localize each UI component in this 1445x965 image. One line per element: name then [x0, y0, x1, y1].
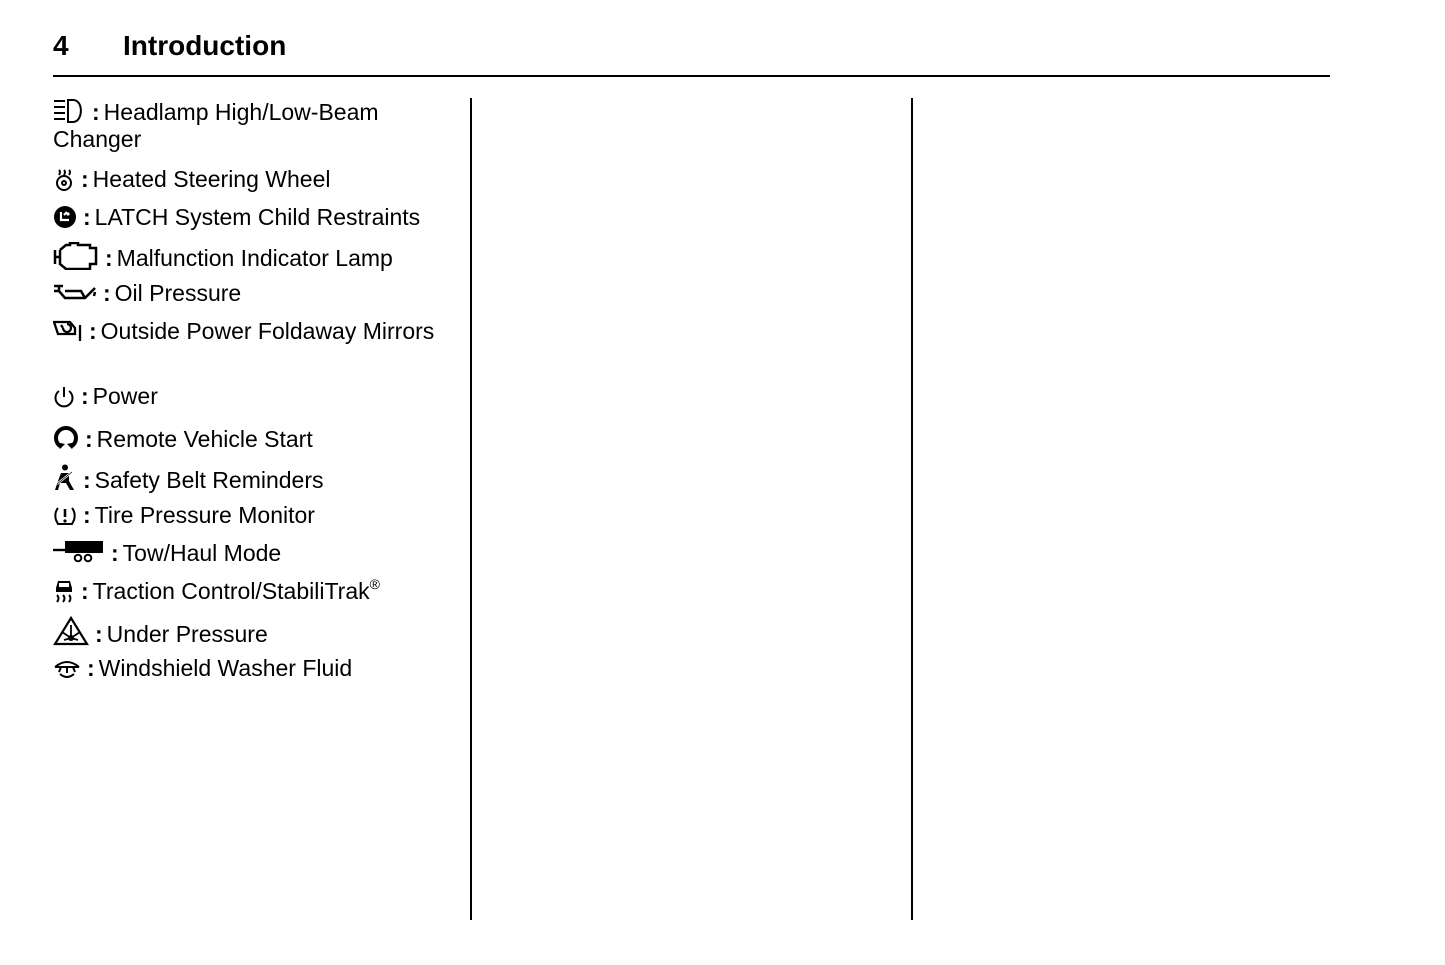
latch-child-seat-icon — [53, 205, 77, 229]
symbol-label: Outside Power Foldaway Mirrors — [100, 318, 435, 344]
symbol-item-latch: : LATCH System Child Restraints — [53, 204, 453, 231]
headlamp-beam-icon — [53, 98, 86, 124]
symbol-item-remote-start: : Remote Vehicle Start — [53, 425, 453, 453]
symbol-item-washer-fluid: : Windshield Washer Fluid — [53, 655, 453, 682]
seat-belt-icon — [53, 464, 77, 492]
engine-icon — [53, 242, 99, 270]
symbol-label: Malfunction Indicator Lamp — [116, 245, 393, 271]
symbol-item-under-pressure: : Under Pressure — [53, 616, 453, 648]
oil-can-icon — [53, 283, 97, 305]
symbol-item-seat-belt: : Safety Belt Reminders — [53, 464, 453, 494]
heated-steering-wheel-icon — [53, 169, 75, 191]
symbol-item-heated-steering: : Heated Steering Wheel — [53, 166, 453, 193]
symbol-label: Power — [92, 383, 158, 409]
column-divider-right — [911, 98, 913, 920]
column-divider-left — [470, 98, 472, 920]
remote-start-icon — [53, 425, 79, 451]
foldaway-mirror-icon — [53, 319, 83, 343]
symbol-item-traction-control: : Traction Control/StabiliTrak® — [53, 578, 453, 605]
symbol-item-foldaway-mirrors: : Outside Power Foldaway Mirrors — [53, 318, 453, 345]
symbol-label: Tire Pressure Monitor — [94, 502, 315, 528]
symbol-label: Heated Steering Wheel — [92, 166, 331, 192]
symbol-item-malfunction: : Malfunction Indicator Lamp — [53, 242, 453, 272]
symbol-label: LATCH System Child Restraints — [94, 204, 421, 230]
symbol-item-tow-haul: : Tow/Haul Mode — [53, 540, 453, 567]
page-title: Introduction — [123, 30, 287, 61]
power-icon — [53, 386, 75, 408]
traction-control-icon — [53, 579, 75, 603]
washer-fluid-icon — [53, 658, 81, 680]
symbol-item-tire-pressure: : Tire Pressure Monitor — [53, 502, 453, 529]
symbol-item-headlamp: : Headlamp High/Low-Beam Changer — [53, 99, 379, 152]
symbol-item-power: : Power — [53, 383, 453, 410]
tow-haul-icon — [53, 541, 105, 565]
symbol-label: Under Pressure — [106, 621, 268, 647]
tire-pressure-icon — [53, 505, 77, 527]
symbol-label: Headlamp High/Low-Beam Changer — [53, 99, 379, 152]
symbol-label: Windshield Washer Fluid — [98, 655, 353, 681]
symbol-label: Oil Pressure — [114, 280, 242, 306]
under-pressure-icon — [53, 616, 89, 646]
page-number: 4 — [53, 30, 69, 61]
symbol-label: Traction Control/StabiliTrak — [92, 578, 370, 604]
registered-mark: ® — [369, 576, 380, 592]
symbol-item-oil: : Oil Pressure — [53, 280, 453, 307]
symbol-label: Safety Belt Reminders — [94, 467, 324, 493]
symbol-label: Remote Vehicle Start — [96, 426, 313, 452]
symbol-label: Tow/Haul Mode — [122, 540, 282, 566]
page-header — [53, 28, 1330, 77]
